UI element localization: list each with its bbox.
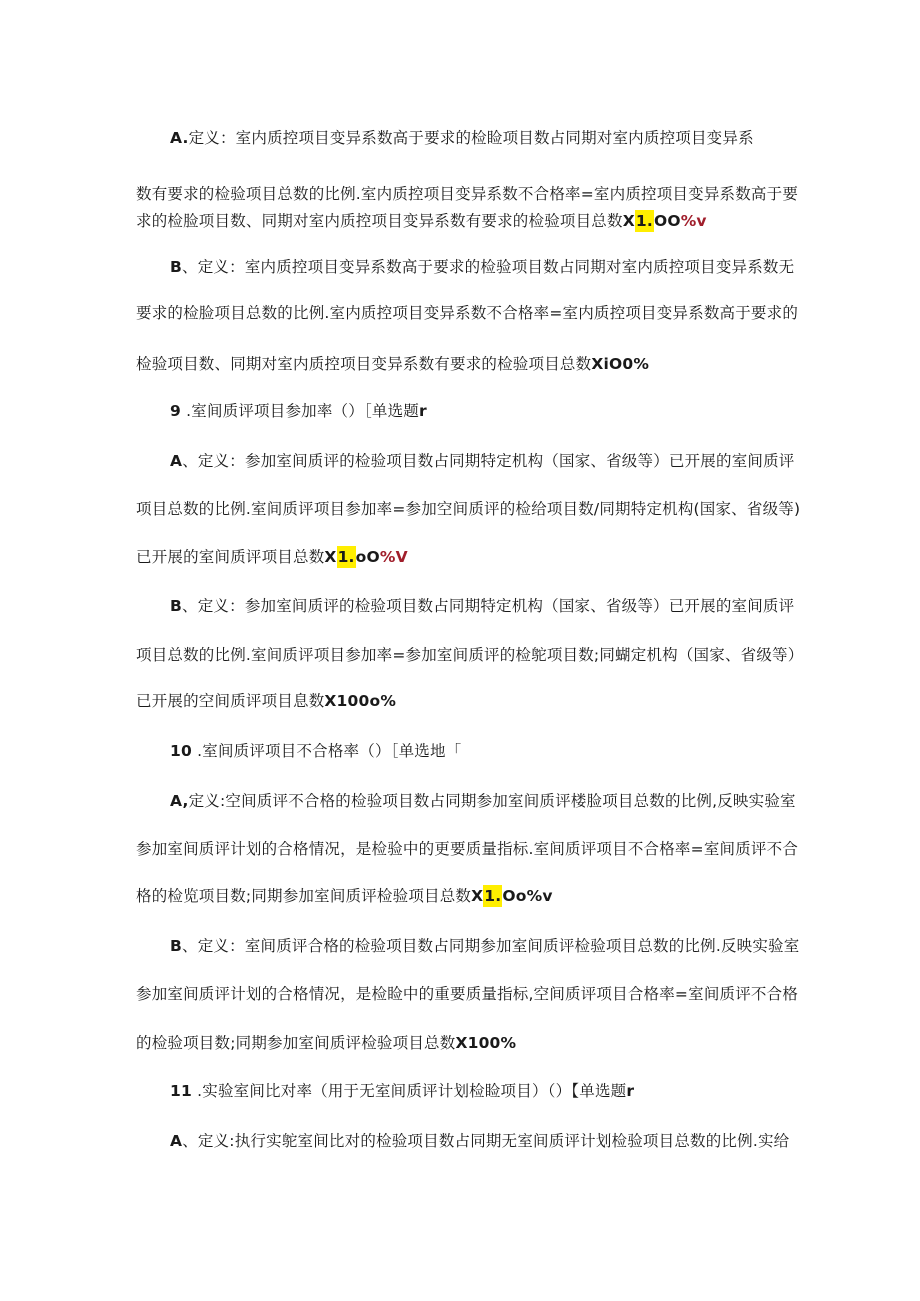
q10-title: 10 .室间质评项目不合格率（）［单选地「 — [170, 742, 462, 760]
q10-optA-line1: A,定义:空间质评不合格的检验项目数占同期参加室间质评楼脸项目总数的比例,反映实验室 — [170, 792, 796, 810]
q8-optA-line2: 数有要求的检验项目总数的比例.室内质控项目变异系数不合格率=室内质控项目变异系数高于要 — [136, 185, 799, 203]
q11-optA-line1: A、定义:执行实鸵室间比对的检验项目数占同期无室间质评计划检验项目总数的比例.实给 — [170, 1132, 790, 1150]
q8-optB-line1: B、定义：室内质控项目变异系数高于要求的检验项目数占同期对室内质控项目变异系数无 — [170, 258, 795, 276]
q9-title: 9 .室间质评项目参加率（）［单选题r — [170, 402, 427, 420]
q8-optB-line2: 要求的检脸项目总数的比例.室内质控项目变异系数不合格率=室内质控项目变异系数高于要求的 — [136, 304, 799, 322]
highlight-mark: 1. — [337, 548, 355, 566]
q10-optB-line2: 参加室间质评计划的合格情况，是检睑中的重要质量指标,空间质评项目合格率=室间质评不合格 — [136, 985, 799, 1003]
highlight-mark: 1. — [484, 887, 502, 905]
highlight-mark: 1. — [635, 212, 653, 230]
q10-optA-line2: 参加室间质评计划的合格情况，是检验中的更要质量指标.室间质评项目不合格率=室间质评不合 — [136, 840, 799, 858]
q9-optA-line1: A、定义：参加室间质评的检验项目数占同期特定机构（国家、省级等）已开展的室间质评 — [170, 452, 795, 470]
q10-optB-line3: 的检验项目数;同期参加室间质评检验项目总数X100% — [136, 1034, 517, 1052]
q9-optB-line2: 项目总数的比例.室间质评项目参加率=参加室间质评的检鸵项目数;同蝴定机构（国家、省级等） — [136, 646, 804, 664]
q8-optA-line3: 求的检脸项目数、同期对室内质控项目变异系数有要求的检验项目总数X1.OO%v — [136, 212, 707, 230]
q9-optA-line2: 项目总数的比例.室间质评项目参加率=参加空间质评的检给项目数/同期特定机构(国家、省级等) — [136, 500, 801, 518]
q8-optA-line1: A.定义：室内质控项目变异系数高于要求的检睑项目数占同期对室内质控项目变异系 — [170, 129, 754, 147]
q9-optB-line3: 已开展的空间质评项目息数X100o% — [136, 692, 397, 710]
q9-optB-line1: B、定义：参加室间质评的检验项目数占同期特定机构（国家、省级等）已开展的室间质评 — [170, 597, 795, 615]
q8-optB-line3: 检验项目数、同期对室内质控项目变异系数有要求的检验项目总数XiO0% — [136, 355, 650, 373]
q9-optA-line3: 已开展的室间质评项目总数X1.oO%V — [136, 548, 408, 566]
q11-title: 11 .实验室间比对率（用于无室间质评计划检睑项目）（）【单选题r — [170, 1082, 635, 1100]
q10-optA-line3: 格的检览项目数;同期参加室间质评检验项目总数X1.Oo%v — [136, 887, 553, 905]
q10-optB-line1: B、定义：室间质评合格的检验项目数占同期参加室间质评检验项目总数的比例.反映实验室 — [170, 937, 800, 955]
